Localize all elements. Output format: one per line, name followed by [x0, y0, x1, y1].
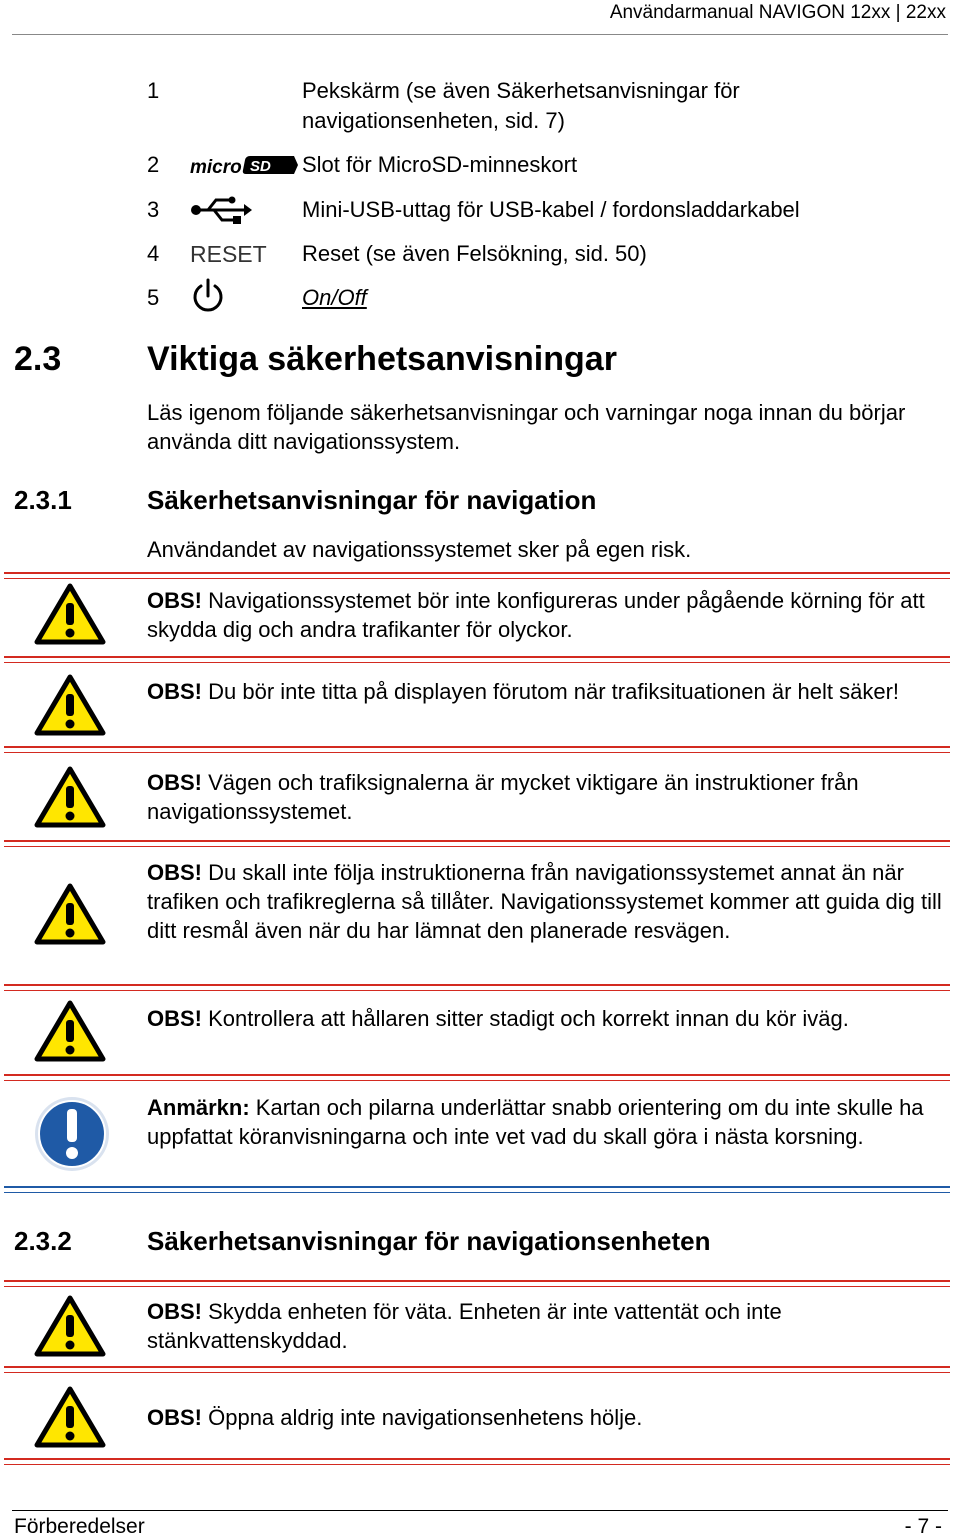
warning-triangle-icon [34, 766, 106, 833]
svg-text:micro: micro [190, 157, 242, 178]
notice-divider [4, 1280, 950, 1287]
notice-divider [4, 656, 950, 663]
subsection-number: 2.3.2 [14, 1226, 72, 1256]
power-icon [190, 277, 226, 320]
notice-divider [4, 840, 950, 847]
usb-icon [190, 196, 252, 229]
warning-triangle-icon [34, 1295, 106, 1362]
notice-divider [4, 1186, 950, 1193]
reset-label: RESET [190, 241, 267, 267]
on-off-link[interactable]: On/Off [302, 285, 367, 310]
warning-triangle-icon [34, 1386, 106, 1453]
running-header: Användarmanual NAVIGON 12xx | 22xx [609, 2, 946, 23]
footer-divider [12, 1510, 948, 1511]
warning-triangle-icon [34, 883, 106, 950]
component-number: 2 [147, 152, 160, 177]
notice-divider [4, 984, 950, 991]
component-description: Pekskärm (se även Säkerhetsanvisningar för navigationsenheten, sid. 7) [302, 78, 740, 133]
subsection-title: Säkerhetsanvisningar för navigationsenheten [147, 1226, 711, 1256]
notice-text: OBS! Navigationssystemet bör inte konfigureras under pågående körning för att skydda dig och andra trafikanter för olyckor. [147, 588, 925, 642]
notice-text: OBS! Vägen och trafiksignalerna är mycket viktigare än instruktioner från navigationssystemet. [147, 770, 859, 824]
component-description: Reset (se även Felsökning, sid. 50) [302, 241, 647, 266]
component-number: 3 [147, 197, 160, 222]
footer-chapter: Förberedelser [14, 1515, 145, 1538]
component-number: 4 [147, 241, 160, 266]
section-title: Viktiga säkerhetsanvisningar [147, 340, 617, 378]
notice-text: Anmärkn: Kartan och pilarna underlättar snabb orientering om du inte skulle ha uppfattat köranvisningarna och inte vet vad du skall göra i nästa korsning. [147, 1095, 924, 1149]
warning-triangle-icon [34, 583, 106, 650]
notice-divider [4, 1366, 950, 1373]
subsection-title: Säkerhetsanvisningar för navigation [147, 485, 597, 515]
svg-text:SD: SD [250, 158, 271, 175]
header-divider [12, 34, 948, 35]
notice-divider [4, 1074, 950, 1081]
notice-divider [4, 1458, 950, 1465]
microsd-logo-icon [190, 152, 300, 183]
notice-divider [4, 746, 950, 753]
notice-text: OBS! Du skall inte följa instruktionerna från navigationssystemet annat än när trafiken och trafikreglerna så tillåter. Navigationssystemet kommer att guida dig till ditt resmål även när du har lämnat den planerade resvägen. [147, 860, 942, 943]
notice-text: OBS! Kontrollera att hållaren sitter stadigt och korrekt innan du kör iväg. [147, 1006, 849, 1031]
page-number: - 7 - [904, 1515, 942, 1538]
component-number: 1 [147, 78, 160, 103]
component-description: Mini-USB-uttag för USB-kabel / fordonsladdarkabel [302, 197, 800, 222]
warning-triangle-icon [34, 674, 106, 741]
section-number: 2.3 [14, 340, 62, 378]
subsection-number: 2.3.1 [14, 485, 72, 515]
component-description: Slot för MicroSD-minneskort [302, 152, 578, 177]
notice-text: OBS! Skydda enheten för väta. Enheten är inte vattentät och inte stänkvattenskyddad. [147, 1299, 782, 1353]
notice-text: OBS! Du bör inte titta på displayen förutom när trafiksituationen är helt säker! [147, 679, 900, 704]
section-intro: Läs igenom följande säkerhetsanvisningar och varningar noga innan du börjar använda ditt navigationssystem. [147, 400, 906, 454]
info-exclamation-icon [34, 1096, 110, 1177]
notice-text: OBS! Öppna aldrig inte navigationsenhetens hölje. [147, 1405, 643, 1430]
notice-divider [4, 572, 950, 579]
subsection-intro: Användandet av navigationssystemet sker på egen risk. [147, 537, 692, 562]
component-number: 5 [147, 285, 160, 310]
warning-triangle-icon [34, 1000, 106, 1067]
